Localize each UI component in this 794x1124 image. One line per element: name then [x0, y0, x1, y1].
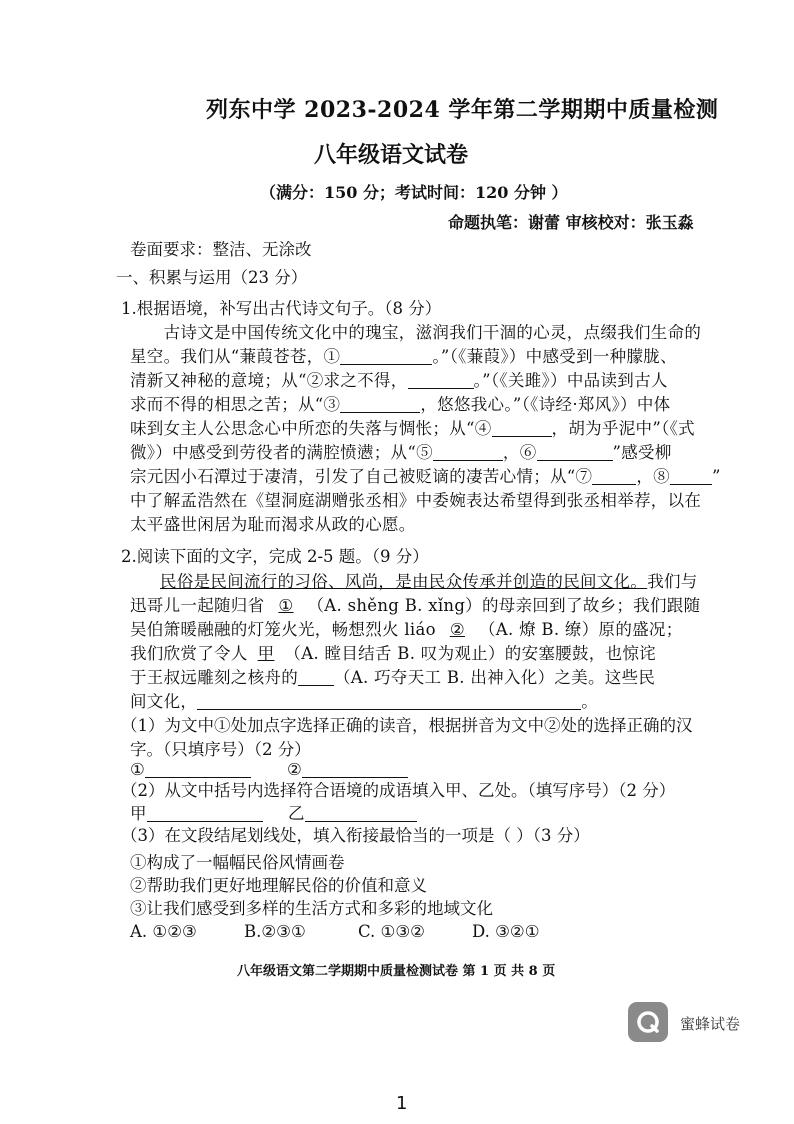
answer-2-yi[interactable]: 乙: [288, 802, 417, 826]
answer-2-jia[interactable]: 甲: [130, 802, 263, 826]
question-1-title: 1.根据语境，补写出古代诗文句子。（8 分）: [121, 299, 442, 318]
sub-question-1-cont: 字。（只填序号）（2 分）: [130, 740, 311, 759]
passage-line: 清新又神秘的意境；从“②求之不得， 。”（《关雎》）中品读到古人: [130, 371, 668, 390]
passage-line: 求而不得的相思之苦；从“③ ，悠悠我心。”（《诗经·郑风》）中体: [130, 395, 671, 414]
answer-1-2[interactable]: ②: [287, 758, 408, 782]
choice-d[interactable]: D. ③②①: [472, 922, 540, 941]
exam-title: 列东中学 2023-2024 学年第二学期期中质量检测: [206, 97, 719, 123]
passage-line: 吴伯箫暖融融的灯笼火光，畅想烈火 liáo ② （A. 燎 B. 缭）原的盛况；: [130, 620, 683, 639]
watermark-logo-icon: [628, 1002, 668, 1042]
question-2-passage: [130, 570, 700, 714]
section-heading: 一、积累与运用（23 分）: [116, 268, 308, 287]
passage-line: 宗元因小石潭过于凄清，引发了自己被贬谪的凄苦心情；从“⑦ ，⑧ ”: [130, 467, 721, 486]
page-number: 1: [396, 1093, 408, 1114]
choice-a[interactable]: A. ①②③: [130, 922, 197, 941]
score-time: （满分：150 分；考试时间：120 分钟 ）: [260, 183, 568, 202]
option-1: ①构成了一幅幅民俗风情画卷: [130, 853, 345, 872]
option-2: ②帮助我们更好地理解民俗的价值和意义: [130, 876, 427, 895]
question-1-passage: [130, 321, 721, 537]
passage-line: 中了解孟浩然在《望洞庭湖赠张丞相》中委婉表达希望得到张丞相举荐，以在: [130, 491, 702, 510]
passage-line: 太平盛世闲居为耻而渴求从政的心愿。: [130, 515, 416, 534]
watermark-text: 蜜蜂试卷: [680, 1015, 741, 1033]
passage-line: 迅哥儿一起随归省 ① （A. shěng B. xǐng）的母亲回到了故乡；我们跟随: [130, 596, 701, 615]
sub-question-2: （2）从文中括号内选择符合语境的成语填入甲、乙处。（填写序号）（2 分）: [121, 781, 676, 800]
passage-line: 间文化， 。: [130, 692, 599, 711]
option-3: ③让我们感受到多样的生活方式和多彩的地域文化: [130, 899, 493, 918]
question-2-title: 2.阅读下面的文字，完成 2-5 题。（9 分）: [121, 547, 429, 566]
passage-line: 民俗是民间流行的习俗、风尚，是由民众传承并创造的民间文化。我们与: [160, 572, 698, 591]
choice-b[interactable]: B.②③①: [244, 922, 306, 941]
passage-line: 古诗文是中国传统文化中的瑰宝，滋润我们干涸的心灵，点缀我们生命的: [130, 323, 702, 342]
sub-question-1: （1）为文中①处加点字选择正确的读音，根据拼音为文中②处的选择正确的汉: [121, 716, 693, 735]
passage-line: 于王叔远雕刻之核舟的 （A. 巧夺天工 B. 出神入化）之美。这些民: [130, 668, 656, 687]
exam-subtitle: 八年级语文试卷: [314, 142, 469, 168]
sub-question-3: （3）在文段结尾划线处，填入衔接最恰当的一项是（ ）（3 分）: [121, 826, 590, 845]
passage-line: 星空。我们从“蒹葭苍苍，① 。”（《蒹葭》）中感受到一种朦胧、: [130, 347, 677, 366]
passage-line: 味到女主人公思念心中所恋的失落与惆怅；从“④ ，胡为乎泥中”（《式: [130, 419, 695, 438]
authors: 命题执笔：谢蕾 审核校对：张玉淼: [448, 213, 694, 232]
choice-c[interactable]: C. ①③②: [358, 922, 425, 941]
passage-line: 我们欣赏了令人 甲 （A. 瞠目结舌 B. 叹为观止）的安塞腰鼓，也惊诧: [130, 644, 656, 663]
answer-1-1[interactable]: ①: [130, 758, 251, 782]
requirement: 卷面要求：整洁、无涂改: [130, 240, 312, 259]
page-footer: 八年级语文第二学期期中质量检测试卷 第 1 页 共 8 页: [237, 964, 556, 979]
passage-line: 微》）中感受到劳役者的满腔愤懑；从“⑤ ，⑥ ”感受柳: [130, 443, 672, 462]
